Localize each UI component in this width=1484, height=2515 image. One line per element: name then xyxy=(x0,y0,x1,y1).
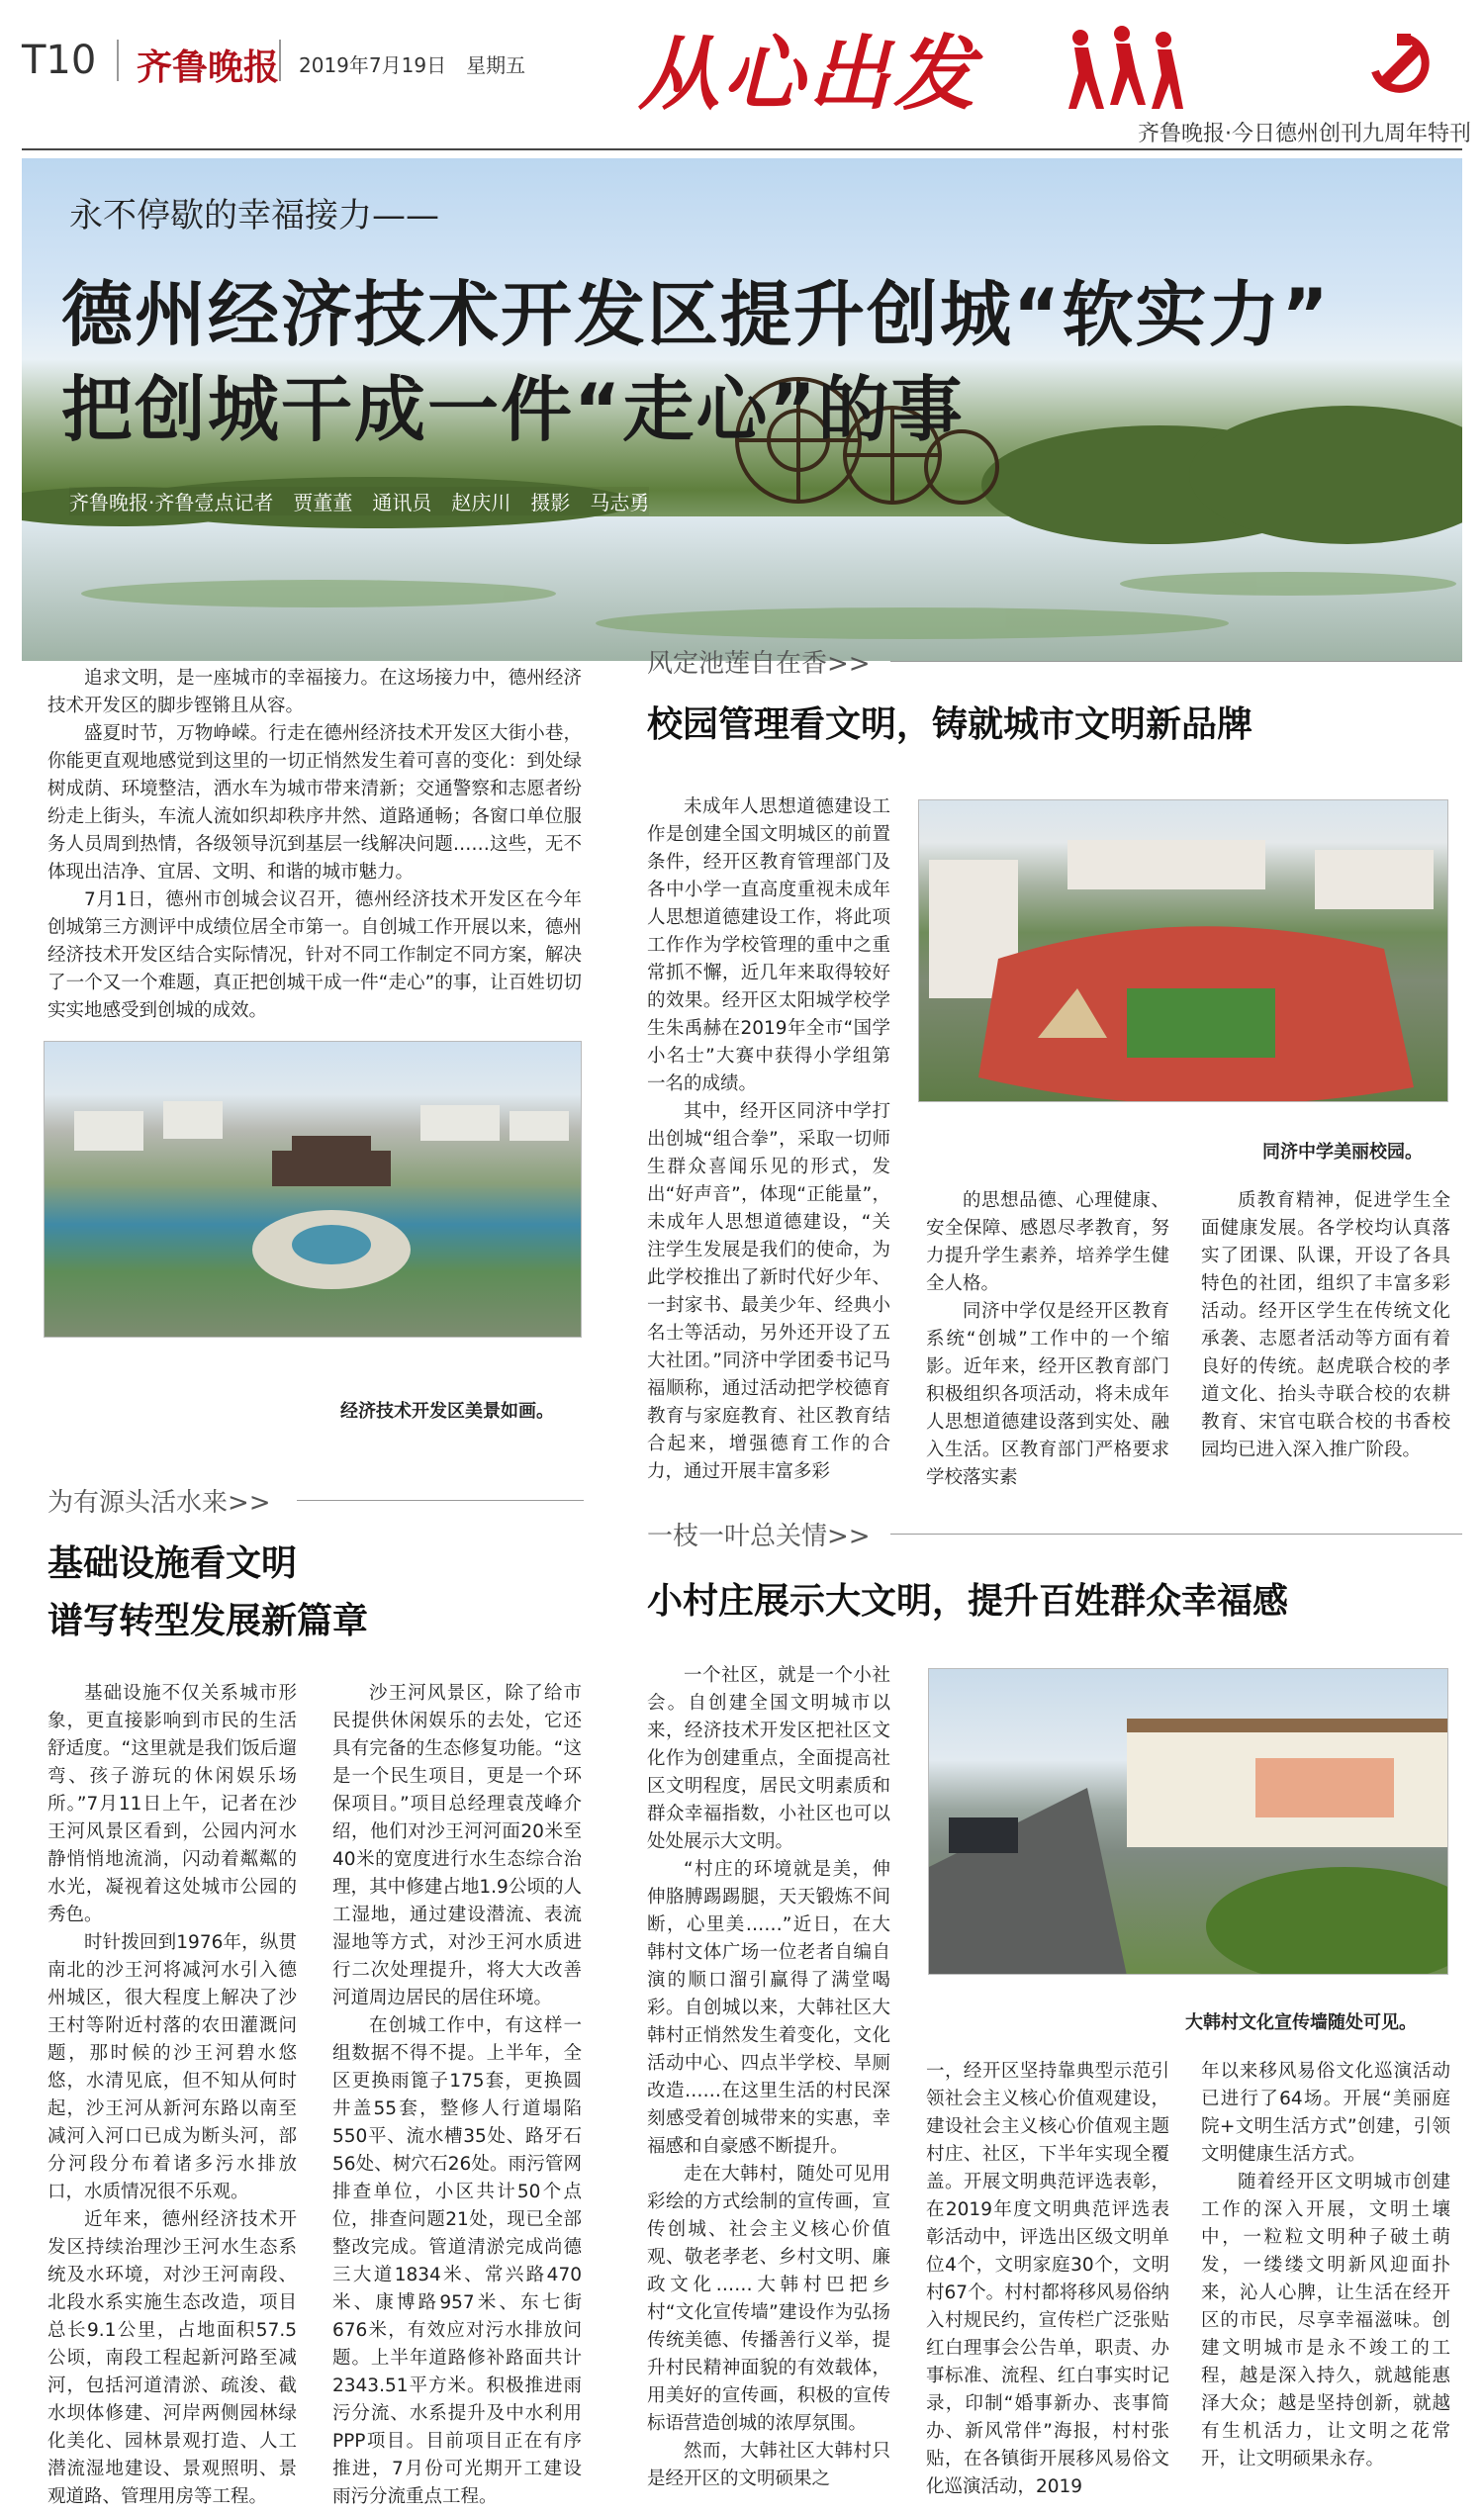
intro-photo-caption: 经济技术开发区美景如画。 xyxy=(340,1401,554,1422)
runners-silhouette-icon xyxy=(1057,24,1185,113)
school-paragraph: 其中，经开区同济中学打出创城“组合拳”，采取一切师生群众喜闻乐见的形式，发出“好声音”，体现“正能量”，未成年人思想道德建设，“关注学生发展是我们的使命，为此学校推出了新时代好少年、一封家书、最美少年、经典小名士等活动，另外还开设了五大社团。”同济中学团委书记马福顺称，通过活动把学校德育教育与家庭教育、社区教育结合起来，增强德育工作的合力，通过开展丰富多彩 xyxy=(647,1101,890,1482)
school-aerial-photo xyxy=(918,799,1448,1102)
village-column-1 xyxy=(647,1662,890,2493)
village-street-photo xyxy=(928,1668,1448,1975)
village-column-2 xyxy=(926,2058,1169,2501)
header-divider xyxy=(279,40,281,81)
hero-title-line-1: 德州经济技术开发区提升创城“软实力” xyxy=(61,273,1331,356)
village-section-title: 小村庄展示大文明，提升百姓群众幸福感 xyxy=(647,1581,1289,1622)
infra-section-title-line-1: 基础设施看文明 xyxy=(47,1543,298,1584)
hero-title-line-2: 把创城干成一件“走心”的事 xyxy=(61,368,965,451)
header-rule xyxy=(22,148,1462,150)
intro-paragraph: 追求文明，是一座城市的幸福接力。在这场接力中，德州经济技术开发区的脚步铿锵且从容。 xyxy=(47,668,582,716)
village-section-kicker: 一枝一叶总关情>> xyxy=(647,1522,871,1551)
school-paragraph: 质教育精神，促进学生全面健康发展。各学校均认真落实了团课、队课，开设了各具特色的社团，组织了丰富多彩活动。经开区学生在传统文化承袭、志愿者活动等方面有着良好的传统。赵虎联合校的孝道文化、抬头寺联合校的农耕教育、宋官屯联合校的书香校园均已进入深入推广阶段。 xyxy=(1201,1190,1450,1460)
hero-kicker: 永不停歇的幸福接力—— xyxy=(69,196,439,235)
village-photo-caption: 大韩村文化宣传墙随处可见。 xyxy=(1185,2012,1417,2033)
school-column-3 xyxy=(1201,1187,1450,1464)
school-paragraph: 未成年人思想道德建设工作是创建全国文明城区的前置条件，经开区教育管理部门及各中小学一直高度重视未成年人思想道德建设工作，将此项工作作为学校管理的重中之重常抓不懈，近几年来取得较好的效果。经开区太阳城学校学生朱禹赫在2019年全市“国学小名士”大赛中获得小学组第一名的成绩。 xyxy=(647,796,890,1094)
school-column-2 xyxy=(926,1187,1169,1492)
header-divider xyxy=(117,40,119,81)
special-slogan: 从心出发 xyxy=(638,27,978,122)
intro-paragraph: 盛夏时节，万物峥嵘。行走在德州经济技术开发区大街小巷，你能更直观地感觉到这里的一切正悄然发生着可喜的变化：到处绿树成荫、环境整洁，洒水车为城市带来清新；交通警察和志愿者纷纷走上街头，车流人流如织却秩序井然、道路通畅；各窗口单位服务人员周到热情，各级领导沉到基层一线解决问题……这些，无不体现出洁净、宜居、文明、和谐的城市魅力。 xyxy=(47,723,582,883)
school-paragraph: 的思想品德、心理健康、安全保障、感恩尽孝教育，努力提升学生素养，培养学生健全人格。 xyxy=(926,1190,1169,1294)
issue-date: 2019年7月19日 星期五 xyxy=(299,53,526,77)
infra-column-1 xyxy=(47,1680,297,2511)
village-paragraph: 年以来移风易俗文化巡演活动已进行了64场。开展“美丽庭院+文明生活方式”创建，引领文明健康生活方式。 xyxy=(1201,2061,1450,2165)
infra-paragraph: 基础设施不仅关系城市形象，更直接影响到市民的生活舒适度。“这里就是我们饭后遛弯、孩子游玩的休闲娱乐场所。”7月11日上午，记者在沙王河风景区看到，公园内河水静悄悄地流淌，闪动着粼粼的水光，凝视着这处城市公园的秀色。 xyxy=(47,1683,297,1925)
infra-section-title-line-2: 谱写转型发展新篇章 xyxy=(47,1601,369,1641)
infra-section-kicker: 为有源头活水来>> xyxy=(47,1488,271,1518)
park-aerial-illustration xyxy=(45,1042,582,1338)
infra-column-2 xyxy=(332,1680,582,2511)
school-aerial-illustration xyxy=(919,800,1448,1102)
infra-paragraph: 近年来，德州经济技术开发区持续治理沙王河水生态系统及水环境，对沙王河南段、北段水系实施生态改造，项目总长9.1公里，占地面积57.5公顷，南段工程起新河路至减河，包括河道清淤、疏浚、截水坝体修建、河岸两侧园林绿化美化、园林景观打造、人工潜流湿地建设、景观照明、景观道路、管理用房等工程。 xyxy=(47,2209,297,2507)
party-emblem-icon xyxy=(1363,28,1433,97)
school-section-kicker: 风定池莲自在香>> xyxy=(647,649,871,679)
special-issue-label: 齐鲁晚报·今日德州创刊九周年特刊 xyxy=(1138,122,1471,146)
village-paragraph: “村庄的环境就是美，伸伸胳膊踢踢腿，天天锻炼不间断，心里美……”近日，在大韩村文体广场一位老者自编自演的顺口溜引赢得了满堂喝彩。自创城以来，大韩社区大韩村正悄然发生着变化，文化活动中心、四点半学校、旱厕改造……在这里生活的村民深刻感受着创城带来的实惠，幸福感和自豪感不断提升。 xyxy=(647,1859,890,2157)
village-paragraph: 随着经开区文明城市创建工作的深入开展，文明土壤中，一粒粒文明种子破土萌发，一缕缕文明新风迎面扑来，沁人心脾，让生活在经开区的市民，尽享幸福滋味。创建文明城市是永不竣工的工程，越是深入持久，就越能惠泽大众；越是坚持创新，就越有生机活力，让文明之花常开，让文明硕果永存。 xyxy=(1201,2172,1450,2469)
intro-paragraph: 7月1日，德州市创城会议召开，德州经济技术开发区在今年创城第三方测评中成绩位居全市第一。自创城工作开展以来，德州经济技术开发区结合实际情况，针对不同工作制定不同方案，解决了一个又一个难题，真正把创城干成一件“走心”的事，让百姓切切实实地感受到创城的成效。 xyxy=(47,889,582,1021)
school-column-1 xyxy=(647,793,890,1486)
hero-banner xyxy=(22,158,1462,661)
village-paragraph: 然而，大韩社区大韩村只是经开区的文明硕果之 xyxy=(647,2441,890,2489)
infra-paragraph: 时针拨回到1976年，纵贯南北的沙王河将减河水引入德州城区，很大程度上解决了沙王村等附近村落的农田灌溉问题，那时候的沙王河碧水悠悠，水清见底，但不知从何时起，沙王河从新河东路以南至减河入河口已成为断头河，部分河段分布着诸多污水排放口，水质情况很不乐观。 xyxy=(47,1932,297,2202)
section-rule xyxy=(297,1500,584,1501)
infra-paragraph: 沙王河风景区，除了给市民提供休闲娱乐的去处，它还具有完备的生态修复功能。“这是一个民生项目，更是一个环保项目。”项目总经理袁茂峰介绍，他们对沙王河河面20米至40米的宽度进行水生态综合治理，其中修建占地1.9公顷的人工湿地，通过建设潜流、表流湿地等方式，对沙王河水质进行二次处理提升，将大大改善河道周边居民的居住环境。 xyxy=(332,1683,582,2008)
infra-paragraph: 在创城工作中，有这样一组数据不得不提。上半年，全区更换雨篦子175套，更换圆井盖55套，整修人行道塌陷550平、流水槽35处、路牙石56处、树穴石26处。雨污管网排查单位，小区共计50个点位，排查问题21处，现已全部整改完成。管道清淤完成尚德三大道1834米、常兴路470米、康博路957米、东七街676米，有效应对污水排放问题。上半年道路修补路面共计2343.51平方米。积极推进雨污分流、水系提升及中水利用PPP项目。目前项目正在有序推进，7月份可光期开工建设雨污分流重点工程。 xyxy=(332,2015,582,2507)
byline: 齐鲁晚报·齐鲁壹点记者 贾董董 通讯员 赵庆川 摄影 马志勇 xyxy=(69,487,649,515)
section-rule xyxy=(890,661,1462,662)
section-rule xyxy=(890,1534,1462,1535)
park-aerial-photo xyxy=(44,1041,582,1338)
page-number: T10 xyxy=(22,38,97,83)
school-paragraph: 同济中学仅是经开区教育系统“创城”工作中的一个缩影。近年来，经开区教育部门积极组织各项活动，将未成年人思想道德建设落到实处、融入生活。区教育部门严格要求学校落实素 xyxy=(926,1301,1169,1488)
village-column-3 xyxy=(1201,2058,1450,2473)
village-paragraph: 一，经开区坚持靠典型示范引领社会主义核心价值观建设，建设社会主义核心价值观主题村庄、社区，下半年实现全覆盖。开展文明典范评选表彰，在2019年度文明典范评选表彰活动中，评选出区级文明单位4个，文明家庭30个，文明村67个。村村都将移风易俗纳入村规民约，宣传栏广泛张贴红白理事会公告单，职责、办事标准、流程、红白事实时记录，印制“婚事新办、丧事简办、新风常伴”海报，村村张贴，在各镇街开展移风易俗文化巡演活动，2019 xyxy=(926,2061,1169,2497)
intro-text xyxy=(47,665,582,1025)
village-street-illustration xyxy=(929,1669,1448,1975)
newspaper-name: 齐鲁晚报 xyxy=(137,47,280,88)
school-photo-caption: 同济中学美丽校园。 xyxy=(1262,1142,1423,1163)
village-paragraph: 走在大韩村，随处可见用彩绘的方式绘制的宣传画，宣传创城、社会主义核心价值观、敬老孝老、乡村文明、廉政文化……大韩村巴把乡村“文化宣传墙”建设作为弘扬传统美德、传播善行义举，提升村民精神面貌的有效载体，用美好的宣传画，积极的宣传标语营造创城的浓厚氛围。 xyxy=(647,2164,890,2434)
village-paragraph: 一个社区，就是一个小社会。自创建全国文明城市以来，经济技术开发区把社区文化作为创建重点，全面提高社区文明程度，居民文明素质和群众幸福指数，小社区也可以处处展示大文明。 xyxy=(647,1665,890,1852)
school-section-title: 校园管理看文明，铸就城市文明新品牌 xyxy=(647,704,1253,745)
